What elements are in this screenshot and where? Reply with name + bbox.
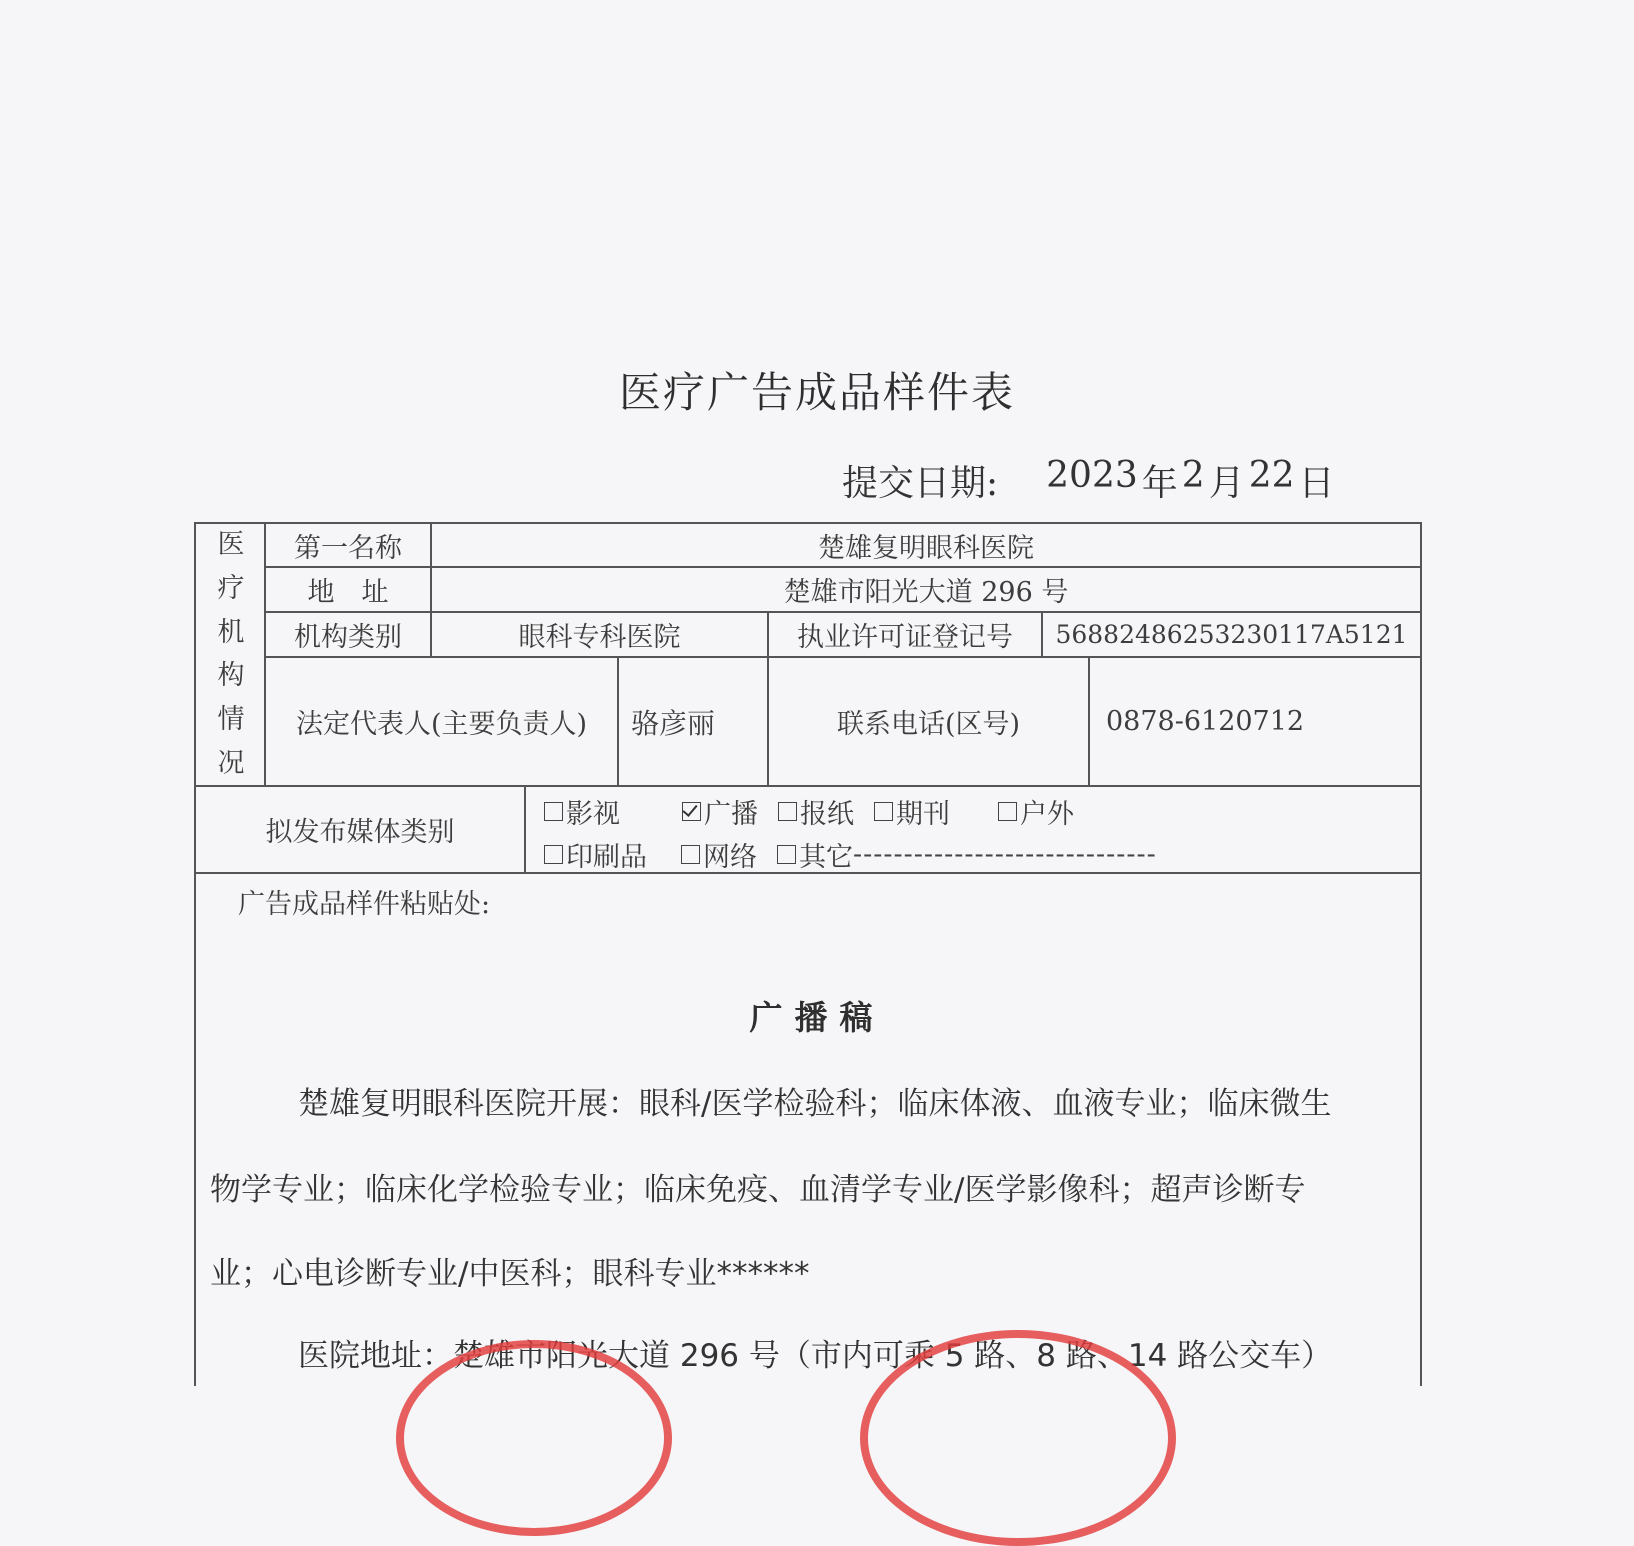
name-label: 第一名称 bbox=[294, 532, 402, 564]
form-title: 医疗广告成品样件表 bbox=[618, 368, 1015, 417]
media-options-row2 bbox=[544, 835, 1157, 874]
date-year-unit: 年 bbox=[1141, 463, 1178, 504]
media-option-radio[interactable]: 广播 bbox=[682, 792, 758, 831]
media-options-row1 bbox=[544, 792, 1074, 831]
checkbox-icon[interactable] bbox=[998, 802, 1017, 821]
media-option-print[interactable]: 印刷品 bbox=[544, 835, 647, 874]
legal-rep-value: 骆彦丽 bbox=[631, 706, 716, 740]
category-value: 眼科专科医院 bbox=[518, 622, 681, 653]
script-line-4: 医院地址：楚雄市阳光大道 296 号（市内可乘 5 路、8 路、14 路公交车） bbox=[298, 1338, 1333, 1374]
submit-date bbox=[842, 455, 1335, 506]
phone-label: 联系电话(区号) bbox=[836, 709, 1021, 740]
address-value: 楚雄市阳光大道 296 号 bbox=[783, 577, 1069, 608]
media-option-outdoor[interactable]: 户外 bbox=[998, 792, 1074, 831]
date-day: 22 bbox=[1248, 455, 1295, 496]
date-year: 2023 bbox=[1046, 455, 1138, 496]
checkbox-icon[interactable] bbox=[544, 802, 563, 821]
script-line-1: 楚雄复明眼科医院开展：眼科/医学检验科；临床体液、血液专业；临床微生 bbox=[298, 1086, 1332, 1122]
legal-rep-label: 法定代表人(主要负责人) bbox=[295, 709, 588, 740]
name-value: 楚雄复明眼科医院 bbox=[818, 532, 1034, 564]
script-line-3: 业；心电诊断专业/中医科；眼科专业****** bbox=[210, 1256, 810, 1292]
license-label: 执业许可证登记号 bbox=[797, 622, 1013, 653]
checkbox-icon[interactable] bbox=[544, 845, 563, 864]
paste-area-label: 广告成品样件粘贴处: bbox=[238, 889, 491, 920]
media-option-periodical[interactable]: 期刊 bbox=[874, 792, 950, 831]
script-line-2: 物学专业；临床化学检验专业；临床免疫、血清学专业/医学影像科；超声诊断专 bbox=[210, 1172, 1306, 1208]
category-label: 机构类别 bbox=[294, 622, 402, 653]
checkbox-icon[interactable] bbox=[874, 802, 893, 821]
other-blank-line[interactable]: ------------------------------ bbox=[853, 839, 1157, 870]
red-seal-right bbox=[860, 1330, 1176, 1546]
checkbox-icon[interactable] bbox=[681, 845, 700, 864]
date-month-unit: 月 bbox=[1208, 463, 1245, 504]
media-option-tv[interactable]: 影视 bbox=[544, 792, 620, 831]
phone-value: 0878-6120712 bbox=[1106, 706, 1305, 737]
media-label: 拟发布媒体类别 bbox=[265, 817, 455, 848]
institution-section-label: 医 疗 机 构 情 况 bbox=[217, 529, 245, 779]
date-day-unit: 日 bbox=[1298, 463, 1335, 504]
checkbox-icon[interactable] bbox=[777, 845, 796, 864]
submit-date-label: 提交日期: bbox=[842, 463, 999, 504]
address-label: 地 址 bbox=[307, 577, 389, 608]
media-option-newspaper[interactable]: 报纸 bbox=[778, 792, 854, 831]
date-month: 2 bbox=[1181, 455, 1205, 496]
checkbox-icon[interactable] bbox=[778, 802, 797, 821]
checkbox-checked-icon[interactable] bbox=[682, 802, 701, 821]
license-value: 56882486253230117A5121 bbox=[1055, 620, 1408, 649]
media-option-other[interactable]: 其它 ------------------------------ bbox=[777, 835, 1157, 874]
red-seal-left bbox=[396, 1340, 672, 1536]
media-option-online[interactable]: 网络 bbox=[681, 835, 757, 874]
broadcast-title: 广播稿 bbox=[749, 998, 885, 1037]
